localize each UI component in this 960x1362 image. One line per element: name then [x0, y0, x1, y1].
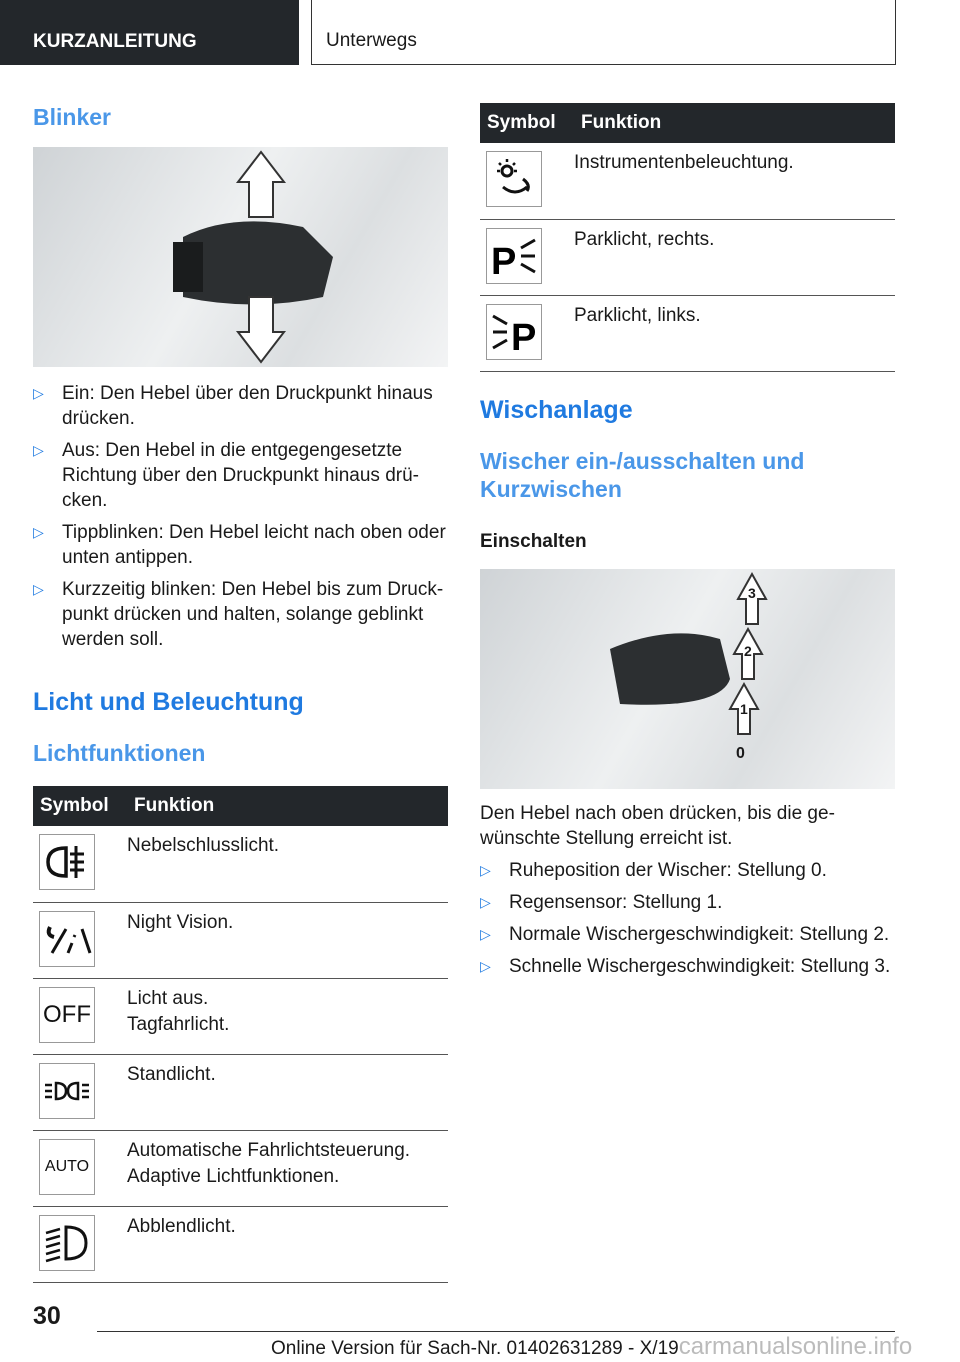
- bullet-triangle-icon: ▷: [33, 581, 44, 597]
- parking-light-icon: [39, 1063, 95, 1119]
- wischanlage-heading: Wischanlage: [480, 395, 633, 424]
- parking-light-left-icon: [486, 304, 542, 360]
- watermark: carmanualsonline.info: [678, 1333, 913, 1360]
- table-row: AUTO Automatische Fahrlichtsteuerung. Adaptive Lichtfunktionen.: [33, 1130, 448, 1206]
- table-row: Standlicht.: [33, 1054, 448, 1130]
- table-row: Night Vision.: [33, 902, 448, 978]
- auto-icon: AUTO: [39, 1139, 95, 1195]
- bullet-triangle-icon: ▷: [33, 385, 44, 401]
- table-row: OFF Licht aus. Tagfahrlicht.: [33, 978, 448, 1054]
- svg-text:P: P: [491, 240, 517, 278]
- table-row: Nebelschlusslicht.: [33, 826, 448, 902]
- table-row: P Parklicht, links.: [480, 295, 895, 371]
- einschalten-heading: Einschalten: [480, 530, 587, 552]
- table-row: Instrumentenbeleuchtung.: [480, 143, 895, 219]
- bullet-triangle-icon: ▷: [33, 524, 44, 540]
- list-item: ▷ Regensensor: Stellung 1.: [480, 891, 723, 913]
- list-item: ▷ Ein: Den Hebel über den Druckpunkt hinaus drücken.: [33, 383, 433, 429]
- list-item: ▷ Ruheposition der Wischer: Stellung 0.: [480, 859, 827, 881]
- position-label: 3: [748, 584, 756, 601]
- lichtfunktionen-heading: Lichtfunktionen: [33, 740, 206, 766]
- right-column: [480, 103, 895, 986]
- header-section: KURZANLEITUNG: [0, 0, 299, 65]
- footer-divider: [97, 1331, 895, 1332]
- list-item: ▷ Aus: Den Hebel in die entgegengesetzte Richtung über den Druckpunkt hinaus drücken.: [33, 440, 419, 511]
- light-functions-table: Symbol Funktion Nebelschlusslicht. Night Vision. OFF Licht aus. Tagfahrlicht. Standlicht. AUTO Automatische Fahrlichtsteuerung. Adaptive Lichtfunktionen. Abblendlicht.: [33, 786, 448, 1283]
- low-beam-icon: [39, 1215, 95, 1271]
- table-row: P Parklicht, rechts.: [480, 219, 895, 295]
- instrument-lighting-icon: [486, 151, 542, 207]
- night-vision-icon: [39, 911, 95, 967]
- svg-text:P: P: [511, 316, 537, 354]
- position-label: 0: [736, 744, 745, 762]
- wiper-lever-image: [480, 569, 895, 789]
- bullet-triangle-icon: ▷: [33, 442, 44, 458]
- blinker-heading: Blinker: [33, 104, 111, 130]
- wischer-subheading: Wischer ein-/ausschalten und Kurzwischen: [480, 447, 805, 502]
- list-item: ▷ Kurzzeitig blinken: Den Hebel bis zum Druckpunkt drücken und halten, solange geblinkt werden soll.: [33, 579, 444, 650]
- position-label: 2: [744, 642, 752, 659]
- parking-light-right-icon: [486, 228, 542, 284]
- footer-text: Online Version für Sach-Nr. 01402631289 - X/19carmanualsonline.info: [271, 1333, 913, 1360]
- lighting-symbols-table: Symbol Funktion Instrumentenbeleuchtung. P Parklicht, rechts. P Parklicht, links.: [480, 103, 895, 372]
- turn-signal-lever-image: [33, 147, 448, 367]
- table-row: Abblendlicht.: [33, 1206, 448, 1282]
- list-item: ▷ Tippblinken: Den Hebel leicht nach oben oder unten antippen.: [33, 522, 446, 568]
- bullet-triangle-icon: ▷: [480, 893, 491, 910]
- list-item: ▷ Schnelle Wischergeschwindigkeit: Stellung 3.: [480, 955, 891, 977]
- rear-fog-light-icon: [39, 834, 95, 890]
- list-item: ▷ Normale Wischergeschwindigkeit: Stellung 2.: [480, 923, 890, 945]
- position-label: 1: [740, 700, 748, 717]
- header-chapter: Unterwegs: [311, 0, 896, 65]
- licht-heading: Licht und Beleuchtung: [33, 688, 304, 716]
- wiper-intro: Den Hebel nach oben drücken, bis die gewünschte Stellung erreicht ist.: [480, 802, 835, 849]
- page-number: 30: [33, 1302, 61, 1330]
- bullet-triangle-icon: ▷: [480, 861, 491, 878]
- left-column: [33, 103, 448, 1283]
- bullet-triangle-icon: ▷: [480, 957, 491, 974]
- bullet-triangle-icon: ▷: [480, 925, 491, 942]
- off-icon: OFF: [39, 987, 95, 1043]
